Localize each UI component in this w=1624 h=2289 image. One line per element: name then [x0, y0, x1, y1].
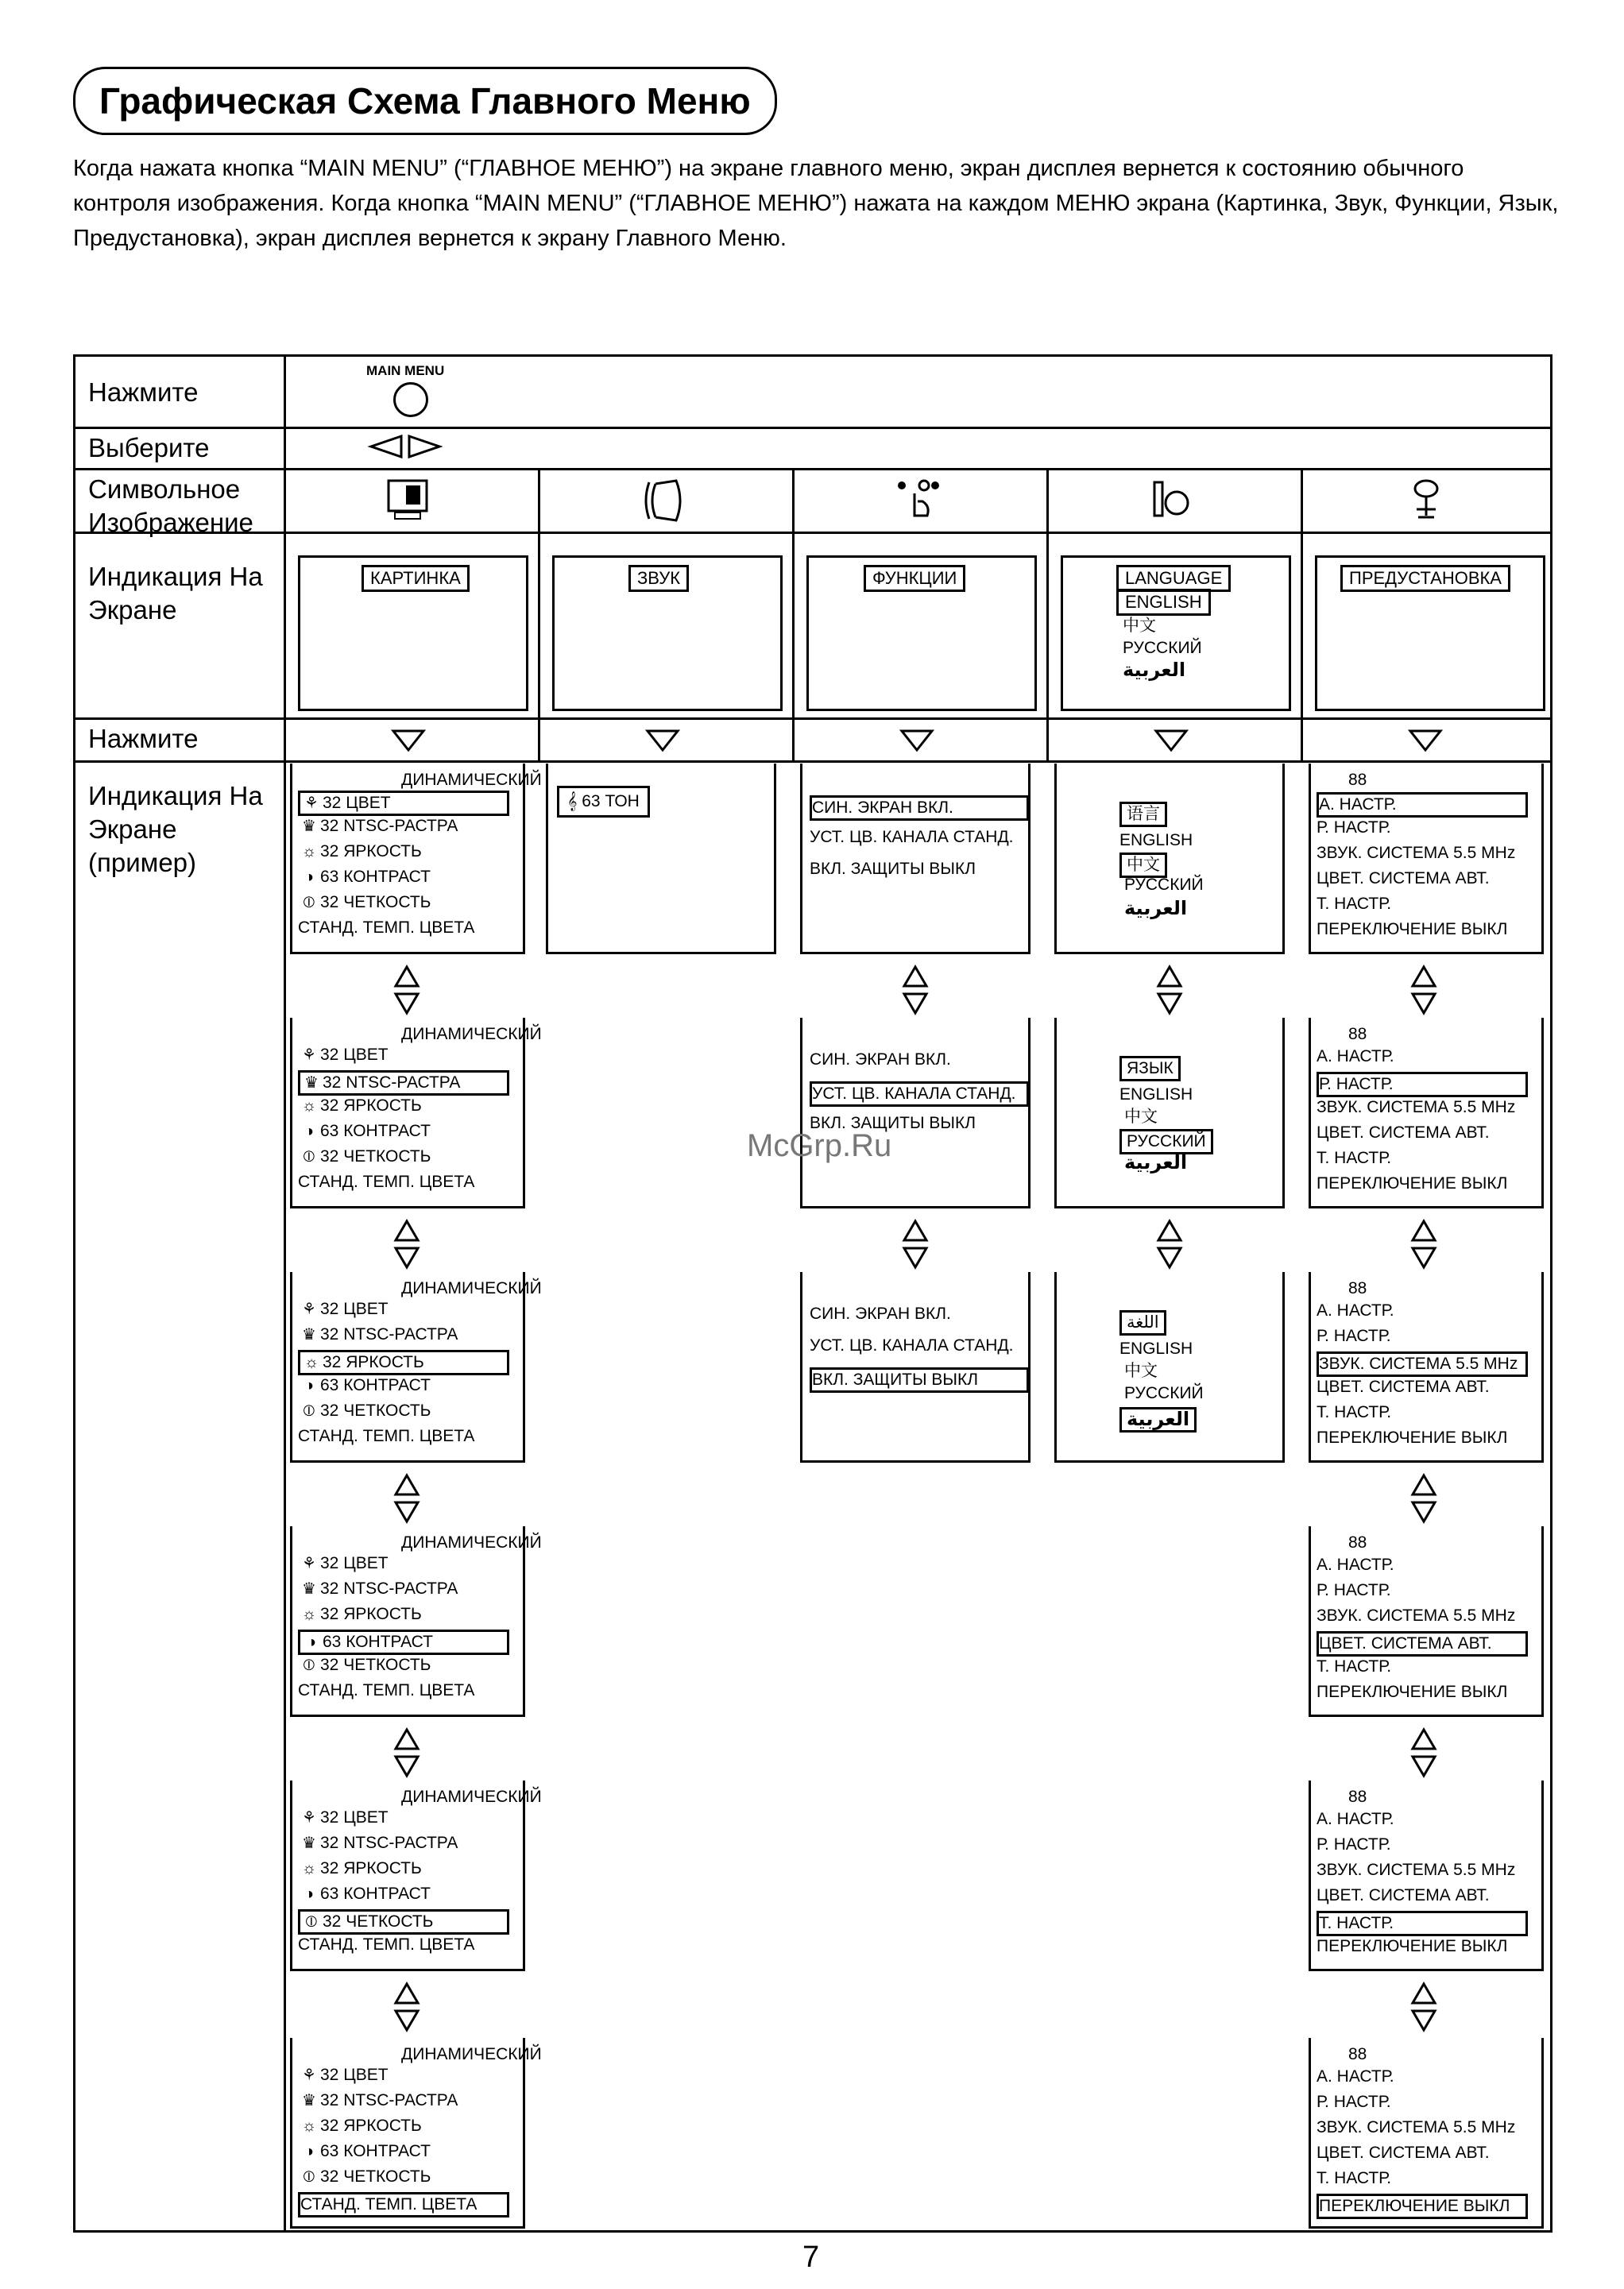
up-down-arrows-icon[interactable] [1409, 964, 1438, 1016]
picture-menu-item [298, 791, 509, 816]
ntsc-icon: ♛ [302, 2092, 316, 2109]
up-down-arrows-icon[interactable] [1409, 1981, 1438, 2033]
picture-menu-item-label: 32 NTSC-РАСТРА [320, 817, 458, 835]
picture-menu-item [298, 1299, 505, 1320]
ntsc-icon: ♛ [302, 818, 316, 835]
main-menu-button[interactable] [393, 382, 428, 417]
contrast-icon: ◑ [304, 2143, 315, 2160]
preset-menu-item: Т. НАСТР. [1317, 895, 1392, 913]
preset-menu-item: ЗВУК. СИСТЕМА 5.5 MHz [1317, 2118, 1516, 2136]
picture-menu-item-label: 32 ЯРКОСТЬ [320, 842, 422, 860]
language-option: 中文 [1119, 853, 1167, 878]
up-down-arrows-icon[interactable] [1155, 964, 1184, 1016]
color-icon: ⚘ [302, 2067, 316, 2084]
language-option: العربية [1124, 898, 1188, 919]
contrast-icon: ◑ [304, 1123, 315, 1140]
preset-menu-item: A. НАСТР. [1317, 1810, 1394, 1828]
row-label-press-2: Нажмите [88, 724, 199, 753]
watermark: McGrp.Ru [747, 1128, 892, 1163]
up-down-arrows-icon[interactable] [392, 1981, 421, 2033]
contrast-icon: ◑ [304, 868, 315, 886]
preset-menu-item: ПЕРЕКЛЮЧЕНИЕ ВЫКЛ [1317, 1683, 1508, 1701]
picture-menu-item [298, 1680, 505, 1701]
preset-menu-item: ЦВЕТ. СИСТЕМА АВТ. [1317, 1378, 1490, 1396]
sharpness-icon: ⦶ [303, 2168, 315, 2186]
preset-menu-item: ПЕРЕКЛЮЧЕНИЕ ВЫКЛ [1317, 1174, 1508, 1193]
indication-functions: ФУНКЦИИ [864, 565, 965, 592]
down-arrow-icon[interactable] [390, 729, 427, 752]
preset-menu-item: A. НАСТР. [1317, 2067, 1394, 2086]
picture-menu-item-label: 32 NTSC-РАСТРА [323, 1073, 461, 1092]
sharpness-icon: ⦶ [303, 1657, 315, 1674]
picture-menu-item-label: 32 NTSC-РАСТРА [320, 1579, 458, 1598]
preset-menu-item: ПЕРЕКЛЮЧЕНИЕ ВЫКЛ [1317, 2194, 1528, 2219]
up-down-arrows-icon[interactable] [1409, 1726, 1438, 1779]
preset-menu-item: Т. НАСТР. [1317, 1911, 1528, 1936]
picture-menu-item [298, 1808, 505, 1828]
preset-menu-item: Р. НАСТР. [1317, 1327, 1391, 1345]
preset-menu-item: Т. НАСТР. [1317, 1403, 1392, 1421]
speaker-icon [641, 478, 686, 524]
picture-menu-item [298, 2167, 505, 2187]
preset-menu-item: ЦВЕТ. СИСТЕМА АВТ. [1317, 1631, 1528, 1657]
language-option: РУССКИЙ [1119, 1129, 1213, 1154]
row-label-indication-example: Индикация На Экране (пример) [88, 781, 263, 877]
picture-menu-item [298, 2065, 505, 2086]
picture-menu-item-label: 32 ЧЕТКОСТЬ [320, 893, 431, 911]
up-down-arrows-icon[interactable] [392, 1726, 421, 1779]
brightness-icon: ☼ [301, 843, 317, 860]
picture-menu-item-label: 63 КОНТРАСТ [320, 1122, 431, 1140]
contrast-icon: ◑ [304, 1377, 315, 1394]
picture-menu-item [298, 1121, 505, 1142]
picture-menu-item-label: 63 КОНТРАСТ [320, 1376, 431, 1394]
picture-mode-label: ДИНАМИЧЕСКИЙ [401, 1279, 542, 1297]
picture-menu-item [298, 1045, 505, 1065]
preset-menu-item: A. НАСТР. [1317, 792, 1528, 818]
preset-menu-item: ЗВУК. СИСТЕМА 5.5 MHz [1317, 1098, 1516, 1116]
up-down-arrows-icon[interactable] [901, 1218, 930, 1270]
preset-menu-item: A. НАСТР. [1317, 1556, 1394, 1574]
picture-menu-item [298, 1070, 509, 1096]
preset-menu-item: ЗВУК. СИСТЕМА 5.5 MHz [1317, 1607, 1516, 1625]
picture-menu-item [298, 1172, 505, 1193]
picture-menu-item-label: 32 ЧЕТКОСТЬ [320, 1147, 431, 1166]
indication-preset: ПРЕДУСТАНОВКА [1340, 565, 1510, 592]
picture-menu-item [298, 867, 505, 887]
functions-menu-item: СИН. ЭКРАН ВКЛ. [810, 795, 1029, 821]
picture-menu-item-label: 32 ЯРКОСТЬ [320, 1859, 422, 1877]
row-label-indication: Индикация На Экране [88, 562, 263, 624]
picture-menu-item-label: 32 ЯРКОСТЬ [320, 1605, 422, 1623]
picture-menu-item [298, 1579, 505, 1599]
picture-menu-item [298, 1096, 505, 1116]
functions-menu-item: ВКЛ. ЗАЩИТЫ ВЫКЛ [810, 860, 976, 878]
preset-channel-number: 88 [1348, 771, 1367, 789]
sound-tone-item: 𝄞 63 ТОН [557, 786, 650, 818]
picture-menu-item-label: 32 NTSC-РАСТРА [320, 1325, 458, 1344]
picture-menu-item-label: 32 ЦВЕТ [320, 1808, 389, 1827]
picture-menu-item [298, 2090, 505, 2111]
language-option: العربية [1124, 1152, 1188, 1173]
preset-channel-number: 88 [1348, 1788, 1367, 1806]
picture-menu-item-label: 63 КОНТРАСТ [320, 1885, 431, 1903]
preset-menu-item: ПЕРЕКЛЮЧЕНИЕ ВЫКЛ [1317, 1937, 1508, 1955]
preset-menu-item: Р. НАСТР. [1317, 1072, 1528, 1097]
color-icon: ⚘ [302, 1046, 316, 1064]
color-icon: ⚘ [302, 1809, 316, 1827]
up-down-arrows-icon[interactable] [1155, 1218, 1184, 1270]
indication-language-english: ENGLISH [1116, 589, 1211, 616]
picture-menu-item-label: 32 ЯРКОСТЬ [320, 1096, 422, 1115]
ntsc-icon: ♛ [302, 1580, 316, 1598]
preset-channel-number: 88 [1348, 1025, 1367, 1043]
picture-menu-item [298, 1604, 505, 1625]
picture-menu-item-label: 32 ЯРКОСТЬ [320, 2117, 422, 2135]
up-down-arrows-icon[interactable] [1409, 1218, 1438, 1270]
main-menu-label: MAIN MENU [366, 363, 445, 378]
ntsc-icon: ♛ [302, 1326, 316, 1344]
brightness-icon: ☼ [304, 1354, 319, 1371]
preset-menu-item: Р. НАСТР. [1317, 818, 1391, 837]
preset-menu-item: Т. НАСТР. [1317, 1149, 1392, 1167]
up-down-arrows-icon[interactable] [1409, 1472, 1438, 1525]
sharpness-icon: ⦶ [303, 894, 315, 911]
picture-mode-label: ДИНАМИЧЕСКИЙ [401, 1788, 542, 1806]
picture-menu-item [298, 1833, 505, 1854]
functions-menu-item: СИН. ЭКРАН ВКЛ. [810, 1305, 951, 1323]
brightness-icon: ☼ [301, 1606, 317, 1623]
picture-menu-item-label: 32 ЦВЕТ [320, 1554, 389, 1572]
picture-menu-item [298, 816, 505, 837]
preset-menu-item: ЦВЕТ. СИСТЕМА АВТ. [1317, 1886, 1490, 1904]
picture-menu-item-label: 32 ЧЕТКОСТЬ [323, 1912, 434, 1931]
picture-menu-item-label: СТАНД. ТЕМП. ЦВЕТА [298, 918, 475, 937]
picture-menu-item [298, 1909, 509, 1935]
picture-menu-item-label: СТАНД. ТЕМП. ЦВЕТА [298, 1681, 475, 1699]
language-option: РУССКИЙ [1124, 876, 1204, 894]
picture-menu-item-label: 32 ЧЕТКОСТЬ [320, 1402, 431, 1420]
preset-menu-item: Р. НАСТР. [1317, 1581, 1391, 1599]
picture-menu-item-label: СТАНД. ТЕМП. ЦВЕТА [300, 2195, 478, 2214]
up-down-arrows-icon[interactable] [901, 964, 930, 1016]
contrast-icon: ◑ [304, 1885, 315, 1903]
picture-menu-item [298, 1350, 509, 1375]
picture-menu-item [298, 2116, 505, 2136]
functions-menu-item: СИН. ЭКРАН ВКЛ. [810, 1050, 951, 1069]
picture-menu-item-label: 63 КОНТРАСТ [320, 868, 431, 886]
preset-menu-item: Р. НАСТР. [1317, 2093, 1391, 2111]
picture-menu-item [298, 2192, 509, 2217]
intro-paragraph: Когда нажата кнопка “MAIN MENU” (“ГЛАВНОЕ МЕНЮ”) на экране главного меню, экран дисплея вернется к состоянию обычного контроля изображения. Когда кнопка “MAIN MENU” (“ГЛАВНОЕ МЕНЮ”) нажата на каждом МЕНЮ экрана (Картинка, Звук, Функции, Язык, Предустановка), экран дисплея вернется к экрану Главного Меню. [73, 156, 1559, 251]
preset-menu-item: ЦВЕТ. СИСТЕМА АВТ. [1317, 1123, 1490, 1142]
picture-menu-item [298, 1375, 505, 1396]
picture-menu-item [298, 1553, 505, 1574]
row-label-press: Нажмите [88, 377, 199, 407]
page-title: Графическая Схема Главного Меню [73, 67, 777, 135]
preset-menu-item: Р. НАСТР. [1317, 1835, 1391, 1854]
color-icon: ⚘ [302, 1301, 316, 1318]
picture-menu-item [298, 1324, 505, 1345]
functions-menu-item: УСТ. ЦВ. КАНАЛА СТАНД. [810, 1081, 1029, 1107]
picture-menu-item [298, 1655, 505, 1676]
picture-menu-item [298, 918, 505, 938]
brightness-icon: ☼ [301, 1860, 317, 1877]
sharpness-icon: ⦶ [305, 1913, 318, 1931]
preset-channel-number: 88 [1348, 2045, 1367, 2063]
up-down-arrows-icon[interactable] [392, 1218, 421, 1270]
picture-mode-label: ДИНАМИЧЕСКИЙ [401, 1025, 542, 1043]
picture-menu-item [298, 1401, 505, 1421]
picture-menu-item-label: 32 ЧЕТКОСТЬ [320, 2167, 431, 2186]
picture-menu-item [298, 1884, 505, 1904]
indication-language-russian: РУССКИЙ [1123, 639, 1202, 657]
ntsc-icon: ♛ [302, 1835, 316, 1852]
language-screen-title: ЯЗЫК [1119, 1056, 1181, 1081]
preset-menu-item: ПЕРЕКЛЮЧЕНИЕ ВЫКЛ [1317, 920, 1508, 938]
down-arrow-icon[interactable] [1153, 729, 1189, 752]
language-option: 中文 [1124, 1108, 1158, 1126]
functions-menu-item: ВКЛ. ЗАЩИТЫ ВЫКЛ [810, 1114, 976, 1132]
preset-channel-number: 88 [1348, 1533, 1367, 1552]
up-down-arrows-icon[interactable] [392, 1472, 421, 1525]
picture-menu-item [298, 1630, 509, 1655]
picture-menu-item [298, 2141, 505, 2162]
language-option: العربية [1119, 1407, 1197, 1433]
picture-menu-item-label: СТАНД. ТЕМП. ЦВЕТА [298, 1427, 475, 1445]
sharpness-icon: ⦶ [303, 1148, 315, 1166]
functions-icon [895, 478, 940, 524]
preset-menu-item: Т. НАСТР. [1317, 2169, 1392, 2187]
functions-menu-item: УСТ. ЦВ. КАНАЛА СТАНД. [810, 828, 1014, 846]
language-screen-title: اللغة [1119, 1310, 1166, 1336]
language-option: ENGLISH [1119, 1340, 1193, 1358]
language-screen [1054, 764, 1285, 954]
preset-menu-item: ЗВУК. СИСТЕМА 5.5 MHz [1317, 844, 1516, 862]
picture-menu-item-label: 32 ЦВЕТ [323, 794, 391, 812]
preset-icon [1404, 478, 1448, 524]
picture-menu-item-label: 63 КОНТРАСТ [320, 2142, 431, 2160]
preset-menu-item: ЗВУК. СИСТЕМА 5.5 MHz [1317, 1351, 1528, 1377]
row-label-symbol: Символьное Изображение [88, 474, 253, 537]
down-arrow-icon[interactable] [644, 729, 681, 752]
picture-menu-item [298, 1858, 505, 1879]
indication-language-arabic: العربية [1123, 659, 1186, 681]
preset-menu-item: ПЕРЕКЛЮЧЕНИЕ ВЫКЛ [1317, 1429, 1508, 1447]
color-icon: ⚘ [302, 1555, 316, 1572]
down-arrow-icon[interactable] [1407, 729, 1444, 752]
color-icon: ⚘ [304, 795, 319, 812]
contrast-icon: ◑ [306, 1634, 317, 1651]
brightness-icon: ☼ [301, 2117, 317, 2135]
picture-menu-item [298, 1146, 505, 1167]
indication-language-chinese: 中文 [1123, 617, 1156, 635]
picture-mode-label: ДИНАМИЧЕСКИЙ [401, 1533, 542, 1552]
indication-sound: ЗВУК [628, 565, 689, 592]
picture-menu-item-label: 32 NTSC-РАСТРА [320, 1834, 458, 1852]
language-screen [1054, 1272, 1285, 1463]
picture-menu-item-label: 63 КОНТРАСТ [323, 1633, 433, 1651]
row-label-select: Выберите [88, 433, 210, 462]
preset-menu-item: ЦВЕТ. СИСТЕМА АВТ. [1317, 869, 1490, 887]
preset-menu-item: A. НАСТР. [1317, 1301, 1394, 1320]
preset-channel-number: 88 [1348, 1279, 1367, 1297]
language-icon [1148, 478, 1193, 524]
picture-menu-item [298, 1426, 505, 1447]
ntsc-icon: ♛ [304, 1074, 319, 1092]
language-option: РУССКИЙ [1124, 1384, 1204, 1402]
picture-menu-item-label: 32 ЯРКОСТЬ [323, 1353, 424, 1371]
functions-menu-item: УСТ. ЦВ. КАНАЛА СТАНД. [810, 1336, 1014, 1355]
down-arrow-icon[interactable] [899, 729, 935, 752]
picture-menu-item [298, 1935, 505, 1955]
language-screen [1054, 1018, 1285, 1208]
picture-menu-item [298, 892, 505, 913]
page-number: 7 [802, 2241, 820, 2274]
language-option: 中文 [1124, 1362, 1158, 1380]
menu-flow-table [73, 354, 1552, 2233]
picture-menu-item-label: 32 ЧЕТКОСТЬ [320, 1656, 431, 1674]
picture-menu-item-label: 32 ЦВЕТ [320, 1046, 389, 1064]
preset-menu-item: A. НАСТР. [1317, 1047, 1394, 1065]
language-screen-title: 语言 [1119, 802, 1167, 827]
up-down-arrows-icon[interactable] [392, 964, 421, 1016]
picture-menu-item-label: 32 ЦВЕТ [320, 1300, 389, 1318]
picture-mode-label: ДИНАМИЧЕСКИЙ [401, 2045, 542, 2063]
picture-menu-item-label: 32 NTSC-РАСТРА [320, 2091, 458, 2109]
picture-menu-item-label: СТАНД. ТЕМП. ЦВЕТА [298, 1173, 475, 1191]
language-option: ENGLISH [1119, 1085, 1193, 1104]
brightness-icon: ☼ [301, 1097, 317, 1115]
preset-menu-item: ЗВУК. СИСТЕМА 5.5 MHz [1317, 1861, 1516, 1879]
sharpness-icon: ⦶ [303, 1402, 315, 1420]
picture-mode-label: ДИНАМИЧЕСКИЙ [401, 771, 542, 789]
picture-icon [385, 478, 430, 524]
preset-menu-item: Т. НАСТР. [1317, 1657, 1392, 1676]
language-option: ENGLISH [1119, 831, 1193, 849]
picture-menu-item-label: 32 ЦВЕТ [320, 2066, 389, 2084]
functions-menu-item: ВКЛ. ЗАЩИТЫ ВЫКЛ [810, 1367, 1029, 1393]
picture-menu-item-label: СТАНД. ТЕМП. ЦВЕТА [298, 1935, 475, 1954]
preset-menu-item: ЦВЕТ. СИСТЕМА АВТ. [1317, 2144, 1490, 2162]
indication-language-title: LANGUAGE [1116, 565, 1231, 592]
left-right-arrows-icon[interactable] [366, 433, 443, 460]
indication-picture: КАРТИНКА [362, 565, 470, 592]
picture-menu-item [298, 841, 505, 862]
